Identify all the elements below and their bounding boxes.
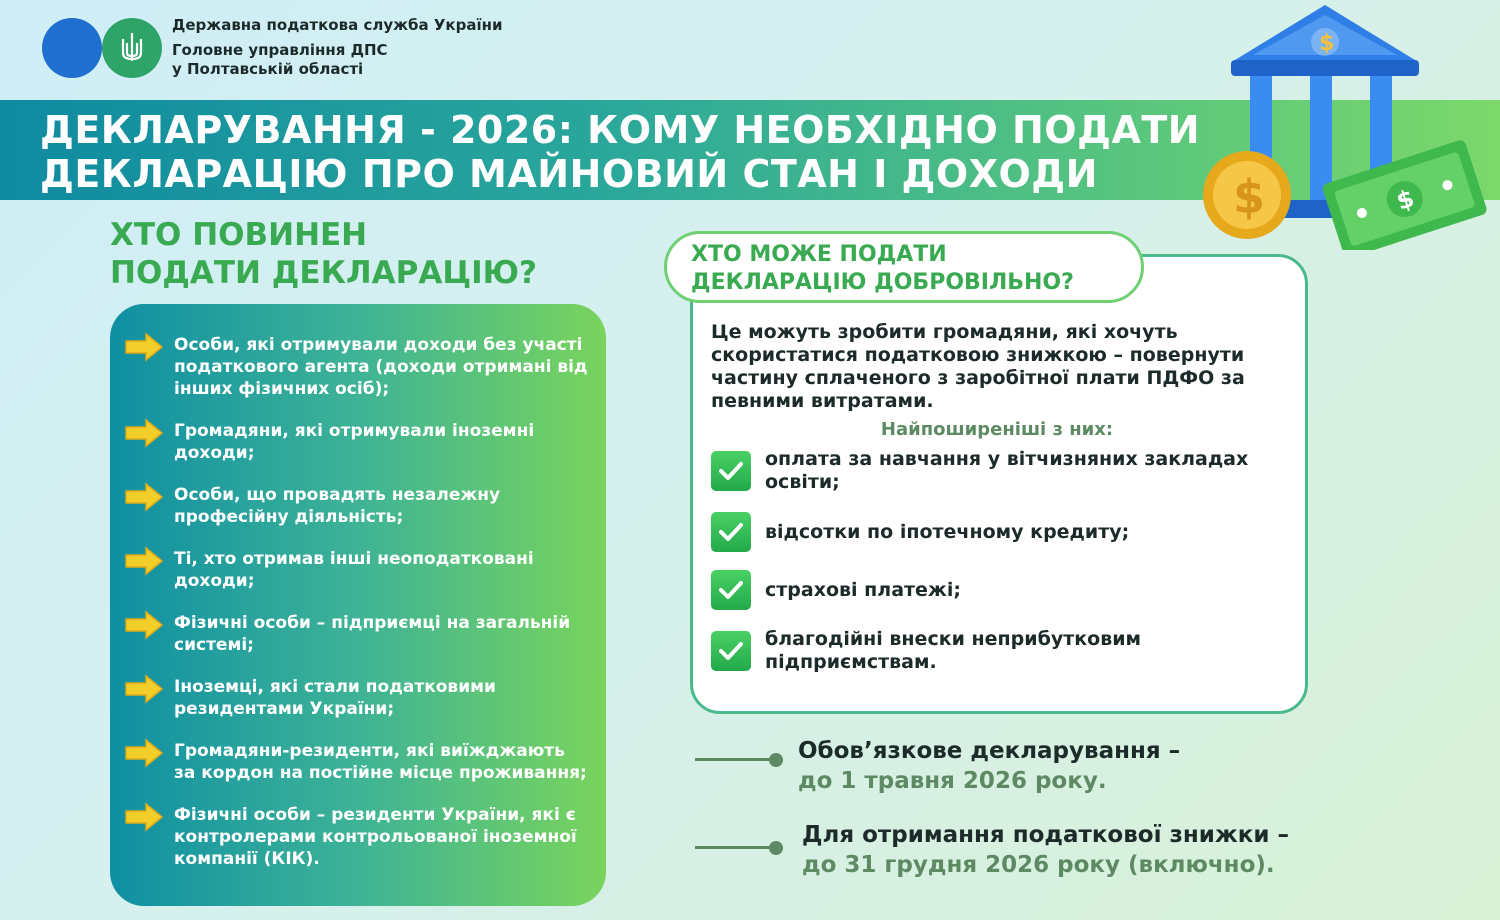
mandatory-heading-line-2: ПОДАТИ ДЕКЛАРАЦІЮ? [110, 255, 538, 291]
arrow-right-icon [124, 610, 164, 640]
list-item-text: Особи, що провадять незалежну професійну діяльність; [174, 485, 501, 527]
page-title [40, 108, 1220, 196]
list-item-text: оплата за навчання у вітчизняних закладах освіти; [765, 448, 1249, 493]
list-item [124, 804, 588, 870]
bank-coin-money-illustration [1195, 0, 1495, 250]
trident-icon [119, 31, 145, 65]
arrow-right-icon [124, 482, 164, 512]
list-item [124, 676, 588, 720]
logos [42, 18, 164, 78]
mandatory-list-card [110, 304, 606, 906]
deadline-line [695, 846, 775, 849]
voluntary-heading-line-1: ХТО МОЖЕ ПОДАТИ [691, 242, 947, 267]
arrow-right-icon [124, 802, 164, 832]
svg-text:$: $ [1233, 170, 1266, 224]
list-item [124, 740, 588, 784]
list-item-text: Громадяни-резиденти, які виїжджають за кордон на постійне місце проживання; [174, 741, 587, 783]
deadline-date: до 31 грудня 2026 року (включно). [802, 852, 1275, 878]
voluntary-heading [664, 231, 1144, 303]
org-line-1: Державна податкова служба України [172, 16, 503, 34]
list-item [124, 334, 588, 400]
voluntary-heading-line-2: ДЕКЛАРАЦІЮ ДОБРОВІЛЬНО? [691, 270, 1074, 295]
deadline-line [695, 758, 775, 761]
organization-name [172, 16, 502, 79]
mandatory-heading [110, 216, 630, 292]
checkmark-icon [711, 512, 751, 552]
checkmark-icon [711, 631, 751, 671]
deadline-dot [769, 753, 783, 767]
list-item [124, 420, 588, 464]
list-item-text: страхові платежі; [765, 578, 961, 601]
list-item [711, 570, 1283, 610]
arrow-right-icon [124, 418, 164, 448]
trident-logo [102, 18, 162, 78]
dps-logo-blue-circle [42, 18, 102, 78]
list-item [711, 628, 1283, 674]
list-item [124, 484, 588, 528]
list-item [711, 512, 1283, 552]
org-line-2: Головне управління ДПС [172, 41, 388, 59]
list-item-text: благодійні внески неприбутковим підприємствам. [765, 628, 1142, 673]
list-item-text: Громадяни, які отримували іноземні доходи; [174, 421, 535, 463]
banknote-icon [1321, 139, 1488, 250]
arrow-right-icon [124, 546, 164, 576]
list-item-text: відсотки по іпотечному кредиту; [765, 520, 1130, 543]
list-item [124, 548, 588, 592]
voluntary-intro: Це можуть зробити громадяни, які хочуть скористатися податковою знижкою – повернути частину сплаченого з заробітної плати ПДФО за певними витратами. [711, 321, 1245, 412]
list-item-text: Фізичні особи – резиденти України, які є контролерами контрольованої іноземної компанії (КІК). [174, 805, 577, 869]
list-item-text: Іноземці, які стали податковими резидентами України; [174, 677, 496, 719]
voluntary-subheading: Найпоширеніші з них: [880, 419, 1114, 440]
list-item-text: Особи, які отримували доходи без участі податкового агента (доходи отримані від інших фізичних осіб); [174, 335, 588, 399]
arrow-right-icon [124, 674, 164, 704]
deadline-dot [769, 841, 783, 855]
list-item [124, 612, 588, 656]
mandatory-heading-line-1: ХТО ПОВИНЕН [110, 217, 368, 253]
svg-text:$: $ [1319, 31, 1335, 56]
arrow-right-icon [124, 332, 164, 362]
deadline-title: Обов’язкове декларування – [798, 738, 1181, 764]
title-line-2: ДЕКЛАРАЦІЮ ПРО МАЙНОВИЙ СТАН І ДОХОДИ [40, 152, 1098, 196]
title-line-1: ДЕКЛАРУВАННЯ - 2026: КОМУ НЕОБХІДНО ПОДАТИ [40, 108, 1201, 152]
checkmark-icon [711, 570, 751, 610]
list-item [711, 448, 1283, 494]
voluntary-card [690, 254, 1308, 714]
list-item-text: Ті, хто отримав інші неоподатковані доходи; [174, 549, 534, 591]
deadline-title: Для отримання податкової знижки – [802, 822, 1289, 848]
list-item-text: Фізичні особи – підприємці на загальній системі; [174, 613, 571, 655]
checkmark-icon [711, 451, 751, 491]
org-line-3: у Полтавській області [172, 60, 364, 78]
arrow-right-icon [124, 738, 164, 768]
deadline-date: до 1 травня 2026 року. [798, 768, 1107, 794]
svg-text:$: $ [1393, 183, 1418, 216]
